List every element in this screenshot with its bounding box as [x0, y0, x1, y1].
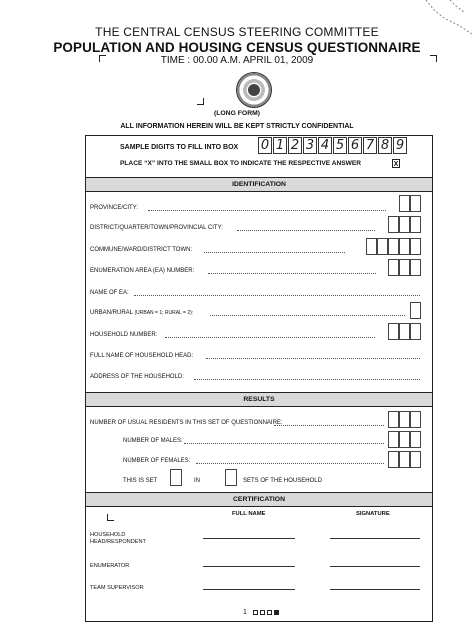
household-number-label: HOUSEHOLD NUMBER:: [90, 332, 158, 338]
usual-residents-field[interactable]: [274, 425, 384, 426]
full-name-column-header: FULL NAME: [232, 511, 266, 517]
household-number-box-2[interactable]: [399, 323, 410, 340]
sample-digit-box: 4: [318, 137, 332, 154]
urban-rural-text: URBAN/RURAL: [90, 310, 133, 316]
sample-digit-box: 1: [273, 137, 287, 154]
commune-code-box-4[interactable]: [399, 238, 410, 255]
ea-code-box-1[interactable]: [388, 259, 399, 276]
ea-name-field[interactable]: [134, 295, 420, 296]
commune-code-box-2[interactable]: [377, 238, 388, 255]
province-code-box-1[interactable]: [399, 195, 410, 212]
residents-box-2[interactable]: [399, 411, 410, 428]
urban-rural-note: (URBAN = 1; RURAL = 2):: [134, 310, 194, 316]
females-box-2[interactable]: [399, 451, 410, 468]
page-footer: [243, 609, 279, 616]
district-code-box-3[interactable]: [410, 216, 421, 233]
sample-digit-box: 3: [303, 137, 317, 154]
urban-rural-field[interactable]: [210, 315, 405, 316]
commune-code-box-1[interactable]: [366, 238, 377, 255]
enumerator-fullname-line[interactable]: [203, 566, 295, 567]
sample-digit-box: 7: [363, 137, 377, 154]
sample-digits-label: SAMPLE DIGITS TO FILL INTO BOX: [120, 144, 239, 151]
ea-code-box-2[interactable]: [399, 259, 410, 276]
sample-digit-box: 2: [288, 137, 302, 154]
in-label: IN: [194, 478, 200, 484]
males-label: NUMBER OF MALES:: [123, 438, 183, 444]
confidential-notice: ALL INFORMATION HEREIN WILL BE KEPT STRICTLY CONFIDENTIAL: [120, 123, 354, 130]
identification-heading: IDENTIFICATION: [86, 177, 432, 192]
corner-mark-bottom-left: [197, 98, 204, 105]
enumerator-signature-line[interactable]: [330, 566, 420, 567]
sample-digit-box: 6: [348, 137, 362, 154]
signature-column-header: SIGNATURE: [356, 511, 390, 517]
females-field[interactable]: [196, 463, 384, 464]
district-label: DISTRICT/QUARTER/TOWN/PROVINCIAL CITY:: [90, 225, 223, 231]
household-number-box-1[interactable]: [388, 323, 399, 340]
enumerator-label: ENUMERATOR: [90, 563, 130, 569]
supervisor-fullname-line[interactable]: [203, 589, 295, 590]
committee-name: THE CENTRAL CENSUS STEERING COMMITTEE: [95, 25, 379, 39]
females-label: NUMBER OF FEMALES:: [123, 458, 191, 464]
females-box-1[interactable]: [388, 451, 399, 468]
household-number-box-3[interactable]: [410, 323, 421, 340]
page-number: 1: [243, 609, 247, 616]
household-head-label: FULL NAME OF HOUSEHOLD HEAD:: [90, 353, 194, 359]
registration-square-icon: [260, 610, 265, 615]
registration-square-filled-icon: [274, 610, 279, 615]
form-type: (LONG FORM): [213, 110, 261, 117]
ea-code-box-3[interactable]: [410, 259, 421, 276]
household-number-field[interactable]: [165, 337, 375, 338]
ea-number-field[interactable]: [208, 273, 376, 274]
males-box-1[interactable]: [388, 431, 399, 448]
results-heading: RESULTS: [86, 392, 432, 407]
males-box-3[interactable]: [410, 431, 421, 448]
males-field[interactable]: [184, 443, 384, 444]
sample-digits: [258, 137, 408, 155]
sets-of-household-label: SETS OF THE HOUSEHOLD: [243, 478, 322, 484]
district-code-box-2[interactable]: [399, 216, 410, 233]
household-address-field[interactable]: [194, 379, 420, 380]
certification-heading: CERTIFICATION: [86, 492, 432, 507]
females-box-3[interactable]: [410, 451, 421, 468]
urban-rural-label: [90, 310, 193, 316]
household-head-field[interactable]: [206, 358, 420, 359]
sample-digit-box: 5: [333, 137, 347, 154]
residents-box-3[interactable]: [410, 411, 421, 428]
supervisor-signature-line[interactable]: [330, 589, 420, 590]
sample-digit-box: 0: [258, 137, 272, 154]
district-field[interactable]: [237, 230, 375, 231]
commune-code-box-5[interactable]: [410, 238, 421, 255]
commune-code-box-3[interactable]: [388, 238, 399, 255]
males-box-2[interactable]: [399, 431, 410, 448]
census-emblem-icon: [236, 72, 272, 108]
place-x-instruction: PLACE “X” INTO THE SMALL BOX TO INDICATE THE RESPECTIVE ANSWER: [120, 160, 362, 167]
ea-name-label: NAME OF EA:: [90, 290, 129, 296]
team-supervisor-label: TEAM SUPERVISOR: [90, 585, 144, 591]
ea-number-label: ENUMERATION AREA (EA) NUMBER:: [90, 268, 195, 274]
total-sets-box[interactable]: [225, 469, 237, 486]
province-city-label: PROVINCE/CITY:: [90, 205, 139, 211]
district-code-box-1[interactable]: [388, 216, 399, 233]
commune-field[interactable]: [204, 252, 345, 253]
sample-x-box: X: [393, 161, 399, 168]
registration-square-icon: [253, 610, 258, 615]
this-is-set-label: THIS IS SET: [123, 478, 158, 484]
household-head-fullname-line[interactable]: [203, 538, 295, 539]
sample-digit-box: 8: [378, 137, 392, 154]
urban-rural-box[interactable]: [410, 302, 421, 319]
commune-label: COMMUNE/WARD/DISTRICT TOWN:: [90, 247, 193, 253]
registration-square-icon: [267, 610, 272, 615]
sample-digit-box: 9: [393, 137, 407, 154]
form-title: POPULATION AND HOUSING CENSUS QUESTIONNAIRE: [53, 40, 421, 55]
set-number-box[interactable]: [170, 469, 182, 486]
household-head-respondent-label: HOUSEHOLD HEAD/RESPONDENT: [90, 532, 146, 545]
household-address-label: ADDRESS OF THE HOUSEHOLD:: [90, 374, 184, 380]
usual-residents-label: NUMBER OF USUAL RESIDENTS IN THIS SET OF QUESTIONNAIRE:: [90, 420, 283, 426]
census-time: TIME : 00.00 A.M. APRIL 01, 2009: [160, 55, 314, 66]
household-head-signature-line[interactable]: [330, 538, 420, 539]
province-code-box-2[interactable]: [410, 195, 421, 212]
province-city-field[interactable]: [148, 210, 386, 211]
residents-box-1[interactable]: [388, 411, 399, 428]
